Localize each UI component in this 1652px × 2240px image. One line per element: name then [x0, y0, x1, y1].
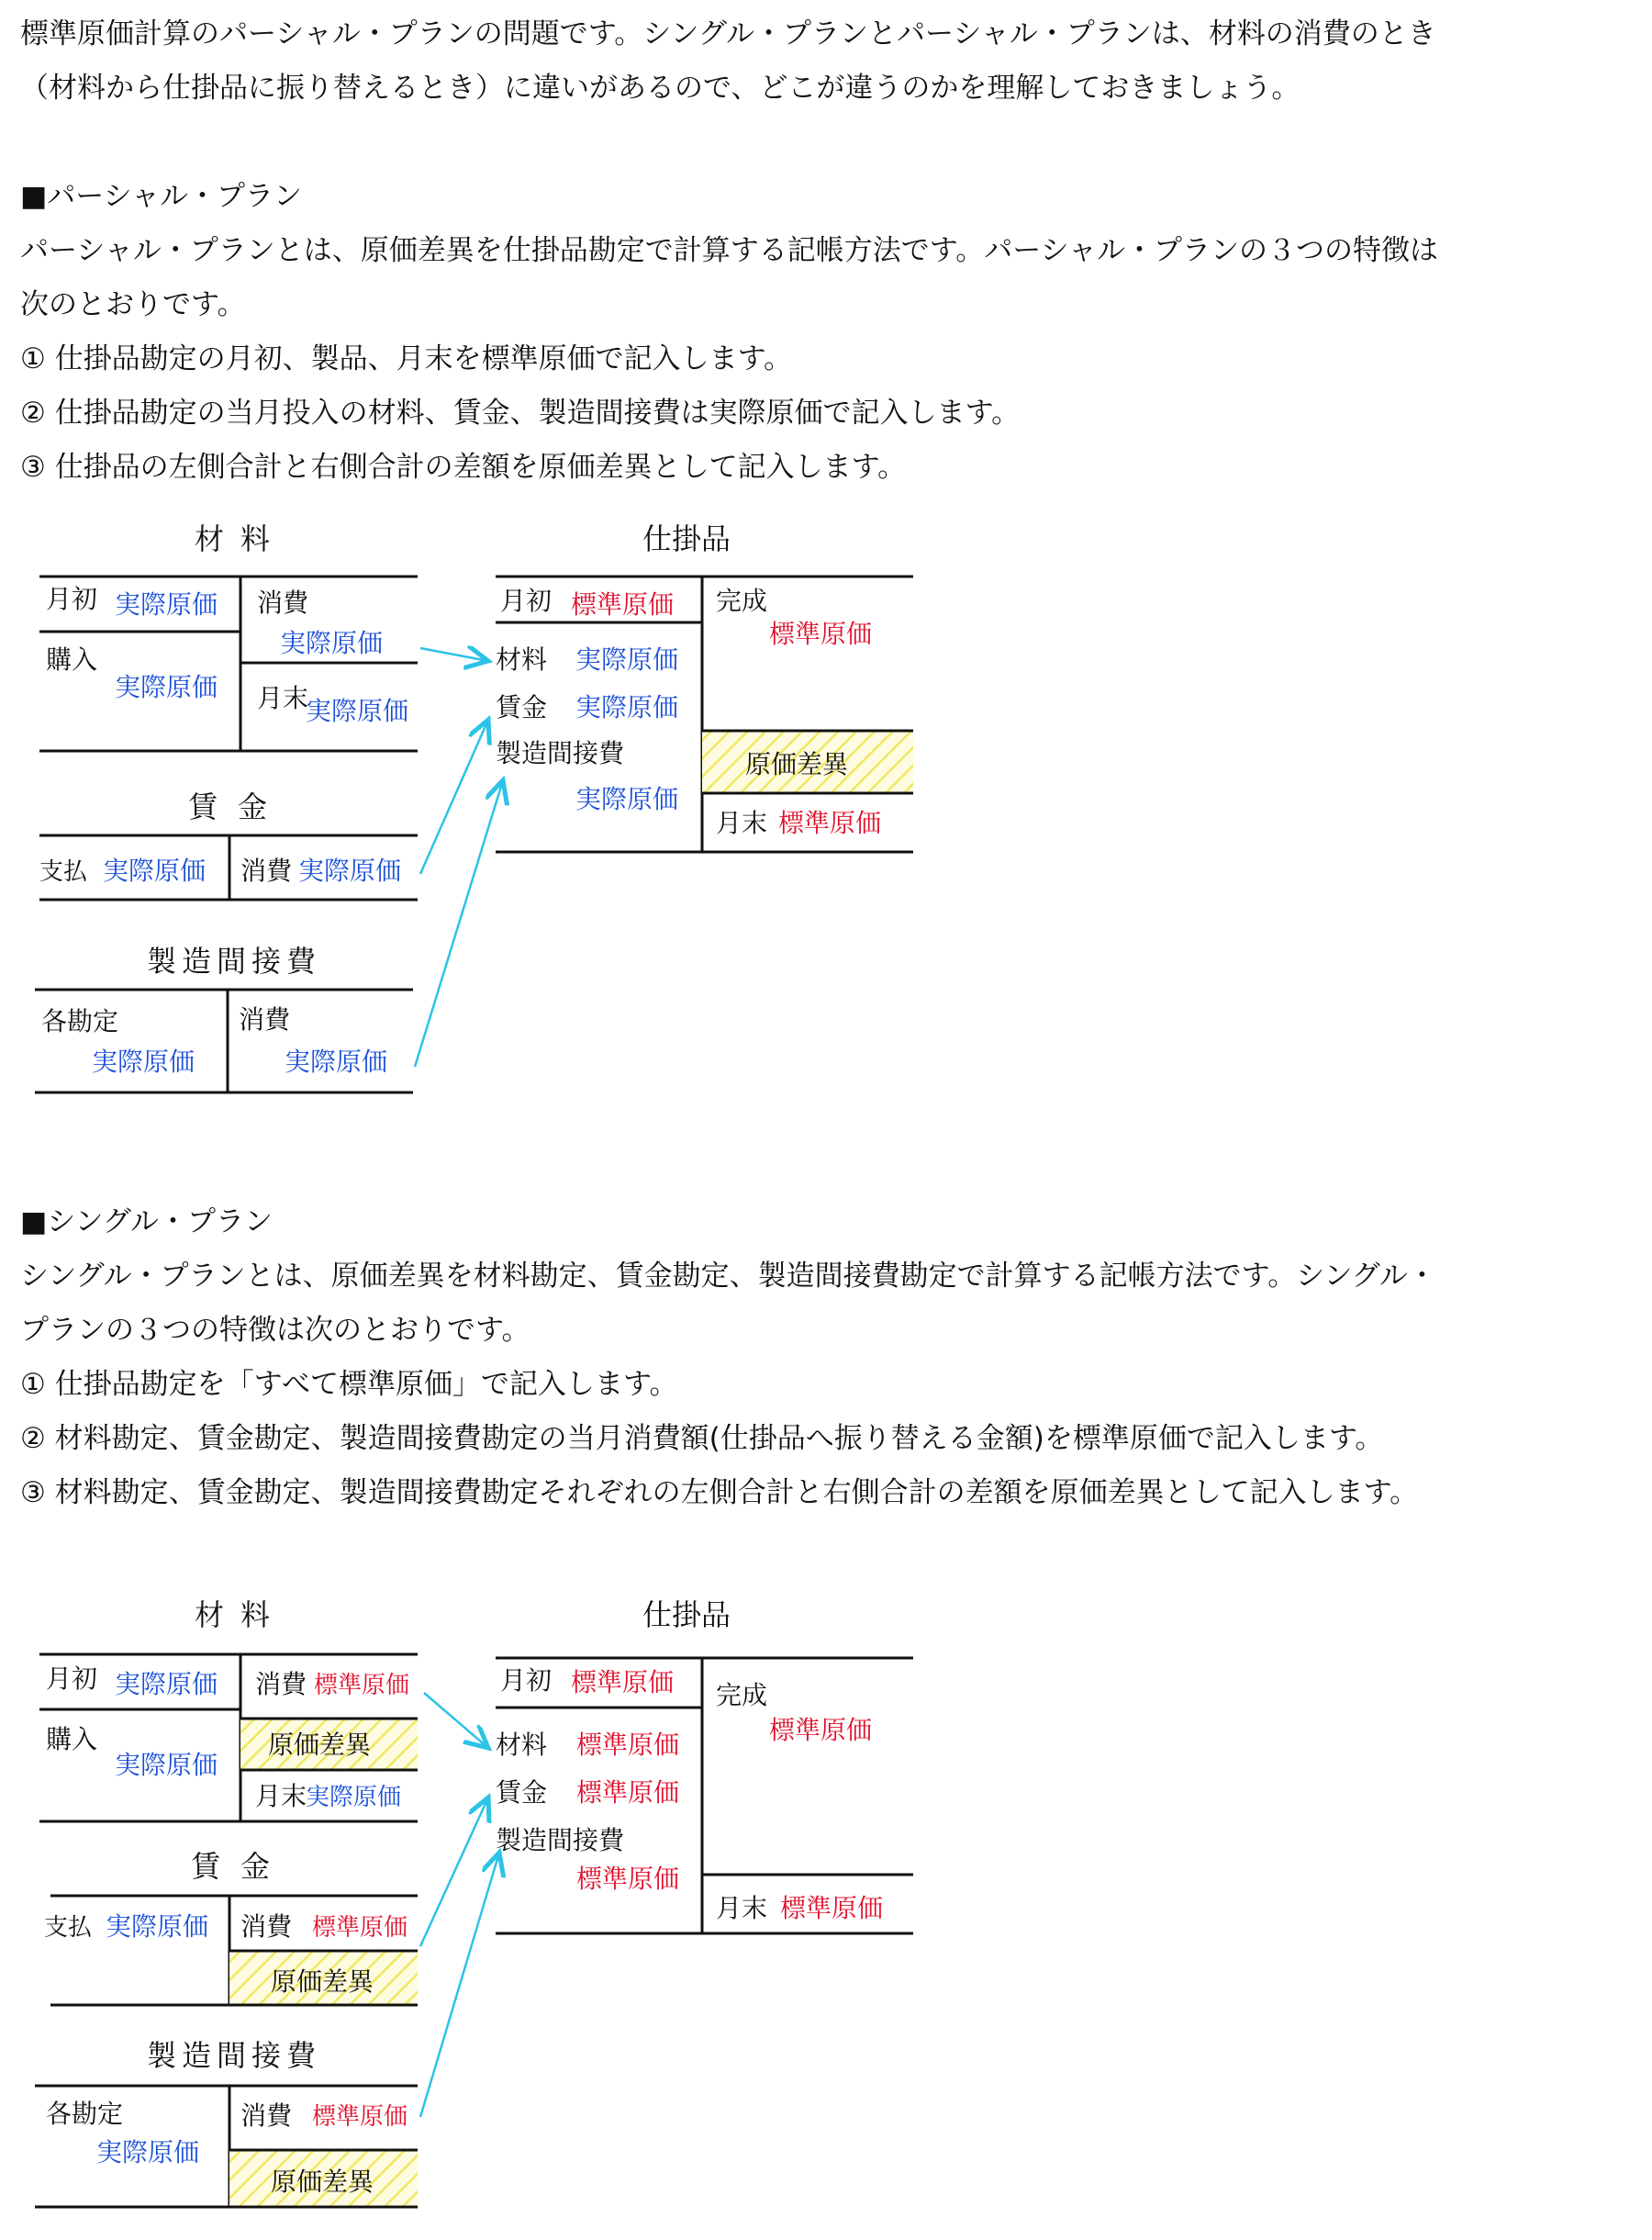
- entry-value: 実際原価: [96, 2137, 200, 2167]
- entry-value: 実際原価: [103, 856, 206, 886]
- entry-label: 月末: [716, 1893, 768, 1923]
- entry-label: 製造間接費: [496, 738, 625, 768]
- entry-label: 月末: [255, 1781, 307, 1811]
- single-plan-section: [20, 1195, 1436, 1520]
- entry-value: 実際原価: [575, 692, 679, 722]
- entry-value: 標準原価: [312, 1914, 408, 1942]
- entry-label: 消費: [240, 856, 293, 886]
- materials-account: [39, 1597, 418, 1821]
- entry-value: 標準原価: [576, 1777, 680, 1808]
- account-title: 製造間接費: [147, 944, 322, 979]
- text-line: ② 材料勘定、賃金勘定、製造間接費勘定の当月消費額(仕掛品へ振り替える金額)を標準原価で記入します。: [20, 1422, 1384, 1455]
- single-plan-diagram: [0, 1590, 1652, 2233]
- entry-value: 標準原価: [571, 1667, 675, 1697]
- variance-label: 原価差異: [271, 1966, 374, 1997]
- entry-label: 月初: [46, 584, 98, 614]
- entry-label: 月初: [500, 1665, 553, 1696]
- overhead-account: [35, 944, 413, 1092]
- text-line: シングル・プランとは、原価差異を材料勘定、賃金勘定、製造間接費勘定で計算する記帳方法です。シングル・: [20, 1260, 1436, 1293]
- entry-value: 標準原価: [314, 1672, 410, 1699]
- entry-label: 支払: [39, 858, 88, 886]
- entry-label: 支払: [44, 1914, 93, 1942]
- entry-value: 実際原価: [298, 856, 402, 886]
- entry-value: 実際原価: [115, 672, 218, 702]
- entry-value: 実際原価: [306, 1784, 402, 1811]
- entry-value: 標準原価: [778, 808, 882, 838]
- text-line: ① 仕掛品勘定の月初、製品、月末を標準原価で記入します。: [20, 342, 793, 375]
- variance-label: 原価差異: [271, 2167, 374, 2197]
- account-title: 賃金: [188, 790, 288, 824]
- account-title: 賃金: [191, 1849, 291, 1884]
- entry-value: 実際原価: [285, 1047, 388, 1077]
- entry-label: 完成: [716, 586, 768, 616]
- entry-value: 実際原価: [306, 696, 409, 726]
- entry-label: 材料: [496, 644, 548, 675]
- account-title: 材料: [195, 521, 287, 556]
- transfer-arrow: [424, 1693, 488, 1748]
- text-line: 次のとおりです。: [20, 288, 246, 321]
- entry-value: 標準原価: [576, 1730, 680, 1760]
- text-line: ② 仕掛品勘定の当月投入の材料、賃金、製造間接費は実際原価で記入します。: [20, 397, 1021, 430]
- entry-value: 実際原価: [280, 628, 384, 658]
- entry-label: 消費: [240, 1911, 293, 1942]
- entry-label: 材料: [496, 1730, 548, 1760]
- entry-value: 標準原価: [312, 2103, 408, 2131]
- partial-plan-diagram: [0, 514, 1652, 1120]
- entry-value: 標準原価: [769, 1715, 873, 1745]
- account-title: 材料: [195, 1597, 287, 1632]
- entry-label: 消費: [257, 588, 309, 618]
- text-line: 標準原価計算のパーシャル・プランの問題です。シングル・プランとパーシャル・プランは、材料の消費のとき: [20, 17, 1436, 50]
- entry-value: 実際原価: [575, 644, 679, 675]
- entry-label: 月末: [257, 683, 309, 713]
- entry-label: 購入: [46, 1724, 98, 1754]
- text-line: ③ 材料勘定、賃金勘定、製造間接費勘定それぞれの左側合計と右側合計の差額を原価差異として記入します。: [20, 1476, 1419, 1509]
- account-title: 仕掛品: [642, 521, 731, 556]
- entry-value: 実際原価: [575, 784, 679, 814]
- wip-account: [496, 521, 913, 852]
- entry-value: 標準原価: [571, 589, 675, 620]
- entry-value: 標準原価: [780, 1893, 884, 1923]
- entry-value: 実際原価: [92, 1047, 195, 1077]
- entry-value: 実際原価: [106, 1911, 209, 1942]
- entry-label: 製造間接費: [496, 1825, 625, 1855]
- entry-label: 消費: [255, 1669, 307, 1699]
- entry-label: 各勘定: [41, 1006, 119, 1036]
- variance-label: 原価差異: [268, 1730, 372, 1760]
- entry-label: 消費: [239, 1004, 291, 1035]
- entry-label: 月初: [500, 586, 553, 616]
- entry-label: 月末: [716, 808, 768, 838]
- entry-value: 標準原価: [576, 1864, 680, 1894]
- transfer-arrow: [420, 1853, 499, 2117]
- entry-value: 標準原価: [769, 619, 873, 649]
- account-title: 仕掛品: [642, 1597, 731, 1632]
- variance-label: 原価差異: [745, 749, 849, 779]
- text-line: プランの３つの特徴は次のとおりです。: [20, 1314, 530, 1347]
- transfer-arrow: [420, 720, 488, 874]
- entry-label: 消費: [240, 2100, 293, 2131]
- transfer-arrow: [420, 648, 488, 661]
- text-line: （材料から仕掛品に振り替えるとき）に違いがあるので、どこが違うのかを理解しておきましょう。: [20, 72, 1300, 105]
- text-line: パーシャル・プランとは、原価差異を仕掛品勘定で計算する記帳方法です。パーシャル・プランの３つの特徴は: [20, 234, 1439, 267]
- text-line: ① 仕掛品勘定を「すべて標準原価」で記入します。: [20, 1368, 678, 1401]
- partial-plan-section: [20, 170, 1438, 495]
- section-heading: ■パーシャル・プラン: [20, 180, 303, 213]
- entry-label: 各勘定: [46, 2099, 124, 2129]
- entry-value: 実際原価: [115, 589, 218, 620]
- entry-label: 完成: [716, 1680, 768, 1710]
- wip-account: [496, 1597, 913, 1933]
- wages-account: [39, 790, 418, 900]
- section-heading: ■シングル・プラン: [20, 1205, 273, 1238]
- entry-label: 賃金: [496, 692, 548, 722]
- transfer-arrow: [415, 780, 503, 1067]
- entry-label: 月初: [46, 1663, 98, 1694]
- entry-label: 購入: [46, 644, 98, 675]
- entry-label: 賃金: [496, 1777, 548, 1808]
- materials-account: [39, 521, 418, 751]
- entry-value: 実際原価: [115, 1750, 218, 1780]
- intro-paragraph: [20, 7, 1436, 116]
- text-line: ③ 仕掛品の左側合計と右側合計の差額を原価差異として記入します。: [20, 451, 907, 484]
- account-title: 製造間接費: [147, 2038, 322, 2073]
- overhead-account: [35, 2038, 418, 2207]
- wages-account: [44, 1849, 418, 2005]
- entry-value: 実際原価: [115, 1669, 218, 1699]
